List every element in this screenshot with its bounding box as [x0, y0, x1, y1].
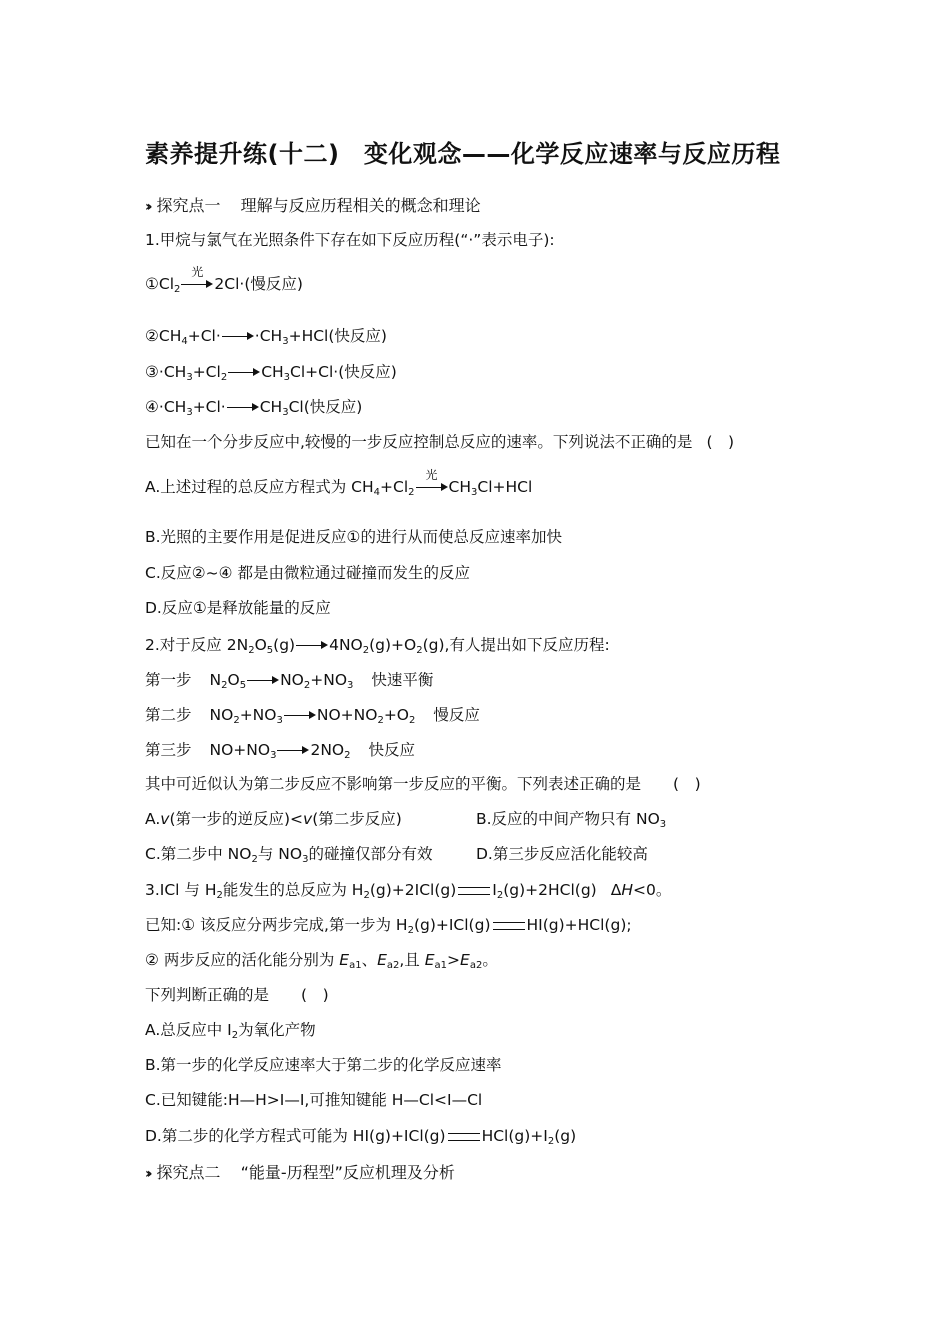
section-label: 探究点一 — [156, 196, 221, 215]
arrow-icon — [247, 675, 279, 687]
q3-option-b[interactable]: B.第一步的化学反应速率大于第二步的化学反应速率 — [145, 1056, 502, 1074]
q1-option-d[interactable]: D.反应①是释放能量的反应 — [145, 599, 331, 617]
arrow-icon — [222, 331, 254, 343]
q2-option-d[interactable]: D.第三步反应活化能较高 — [476, 845, 648, 863]
q1-reaction-1: $①Cl_2$ 光 2Cl·(慢反应) — [145, 264, 303, 295]
q2-option-b[interactable]: B.反应的中间产物只有 $NO_3$ — [476, 810, 667, 830]
q3-stem: 3.ICl 与 $H_2$能发生的总反应为 $H_2(g)+2ICl(g)$ $I_2(g)+2HCl(g)$ ΔH<0。 — [145, 881, 672, 901]
answer-blank[interactable]: ( ) — [706, 433, 735, 451]
q1-reaction-3: $③\cdot CH_3+Cl_2$ $CH_3Cl+Cl\cdot$(快反应) — [145, 363, 397, 383]
q1-option-c[interactable]: C.反应②~④ 都是由微粒通过碰撞而发生的反应 — [145, 564, 470, 582]
arrow-icon — [277, 745, 309, 757]
arrow-icon: 光 — [181, 279, 213, 291]
equals-sign-icon — [448, 1133, 480, 1141]
q1-stem: 1.甲烷与氯气在光照条件下存在如下反应历程(“·”表示电子): — [145, 231, 555, 249]
q3-known-1: 已知:① 该反应分两步完成,第一步为 $H_2(g)+ICl(g)$ HI(g)+HCl(g); — [145, 916, 632, 936]
q3-known-2: ② 两步反应的活化能分别为 $E_{a1}$、$E_{a2}$,且 $E_{a1}>E_{a2}$。 — [145, 951, 498, 971]
q2-step-2: 第二步 $NO_2+NO_3$ $NO+NO_2+O_2$ 慢反应 — [145, 706, 480, 726]
arrow-icon — [228, 367, 260, 379]
q2-step-3: 第三步 $NO+NO_3$ $2NO_2$ 快反应 — [145, 741, 416, 761]
q3-option-a[interactable]: A.总反应中 $I_2$为氧化产物 — [145, 1021, 316, 1041]
q1-reaction-4: $④\cdot CH_3+Cl\cdot CH_3Cl$(快反应) — [145, 398, 363, 418]
q2-option-a[interactable]: A.v(第一步的逆反应)<v(第二步反应) — [145, 810, 402, 828]
arrow-icon: 光 — [416, 482, 448, 494]
answer-blank[interactable]: ( ) — [301, 986, 329, 1004]
q2-question: 其中可近似认为第二步反应不影响第一步反应的平衡。下列表述正确的是 ( ) — [145, 775, 701, 793]
equals-sign-icon — [493, 922, 525, 930]
section-label: 探究点二 — [156, 1163, 221, 1182]
answer-blank[interactable]: ( ) — [673, 775, 701, 793]
section-text: “能量-历程型”反应机理及分析 — [240, 1163, 455, 1182]
q1-option-b[interactable]: B.光照的主要作用是促进反应①的进行从而使总反应速率加快 — [145, 528, 562, 546]
double-chevron-icon: ›› — [145, 199, 149, 215]
double-chevron-icon: ›› — [145, 1166, 149, 1182]
q2-stem: 2.对于反应 $2N_2O_5(g)$ $4NO_2(g)+O_2(g)$,有人提出如下反应历程: — [145, 636, 610, 656]
section-heading-1 — [145, 193, 481, 216]
q1-reaction-2: $②CH_4+Cl\cdot \cdot CH_3+HCl$(快反应) — [145, 327, 387, 347]
q3-option-d[interactable]: D.第二步的化学方程式可能为 HI(g)+ICl(g) $HCl(g)+I_2(g)$ — [145, 1127, 577, 1147]
equals-sign-icon — [458, 887, 490, 895]
q2-step-1: 第一步 $N_2O_5$ $NO_2+NO_3$ 快速平衡 — [145, 671, 434, 691]
section-text: 理解与反应历程相关的概念和理论 — [240, 196, 481, 215]
page-title: 素养提升练(十二) 变化观念——化学反应速率与反应历程 — [145, 140, 781, 168]
q1-question: 已知在一个分步反应中,较慢的一步反应控制总反应的速率。下列说法不正确的是 ( ) — [145, 433, 735, 451]
arrow-icon — [296, 640, 328, 652]
q1-option-a[interactable]: A.上述过程的总反应方程式为 $CH_4+Cl_2$ 光 $CH_3Cl+HCl$ — [145, 467, 533, 498]
arrow-icon — [284, 710, 316, 722]
q2-option-c[interactable]: C.第二步中 $NO_2$与 $NO_3$的碰撞仅部分有效 — [145, 845, 433, 865]
arrow-icon — [227, 402, 259, 414]
q3-option-c[interactable]: C.已知键能:H—H>I—I,可推知键能 H—Cl<I—Cl — [145, 1091, 483, 1109]
q3-question: 下列判断正确的是 ( ) — [145, 986, 329, 1004]
section-heading-2 — [145, 1160, 455, 1183]
